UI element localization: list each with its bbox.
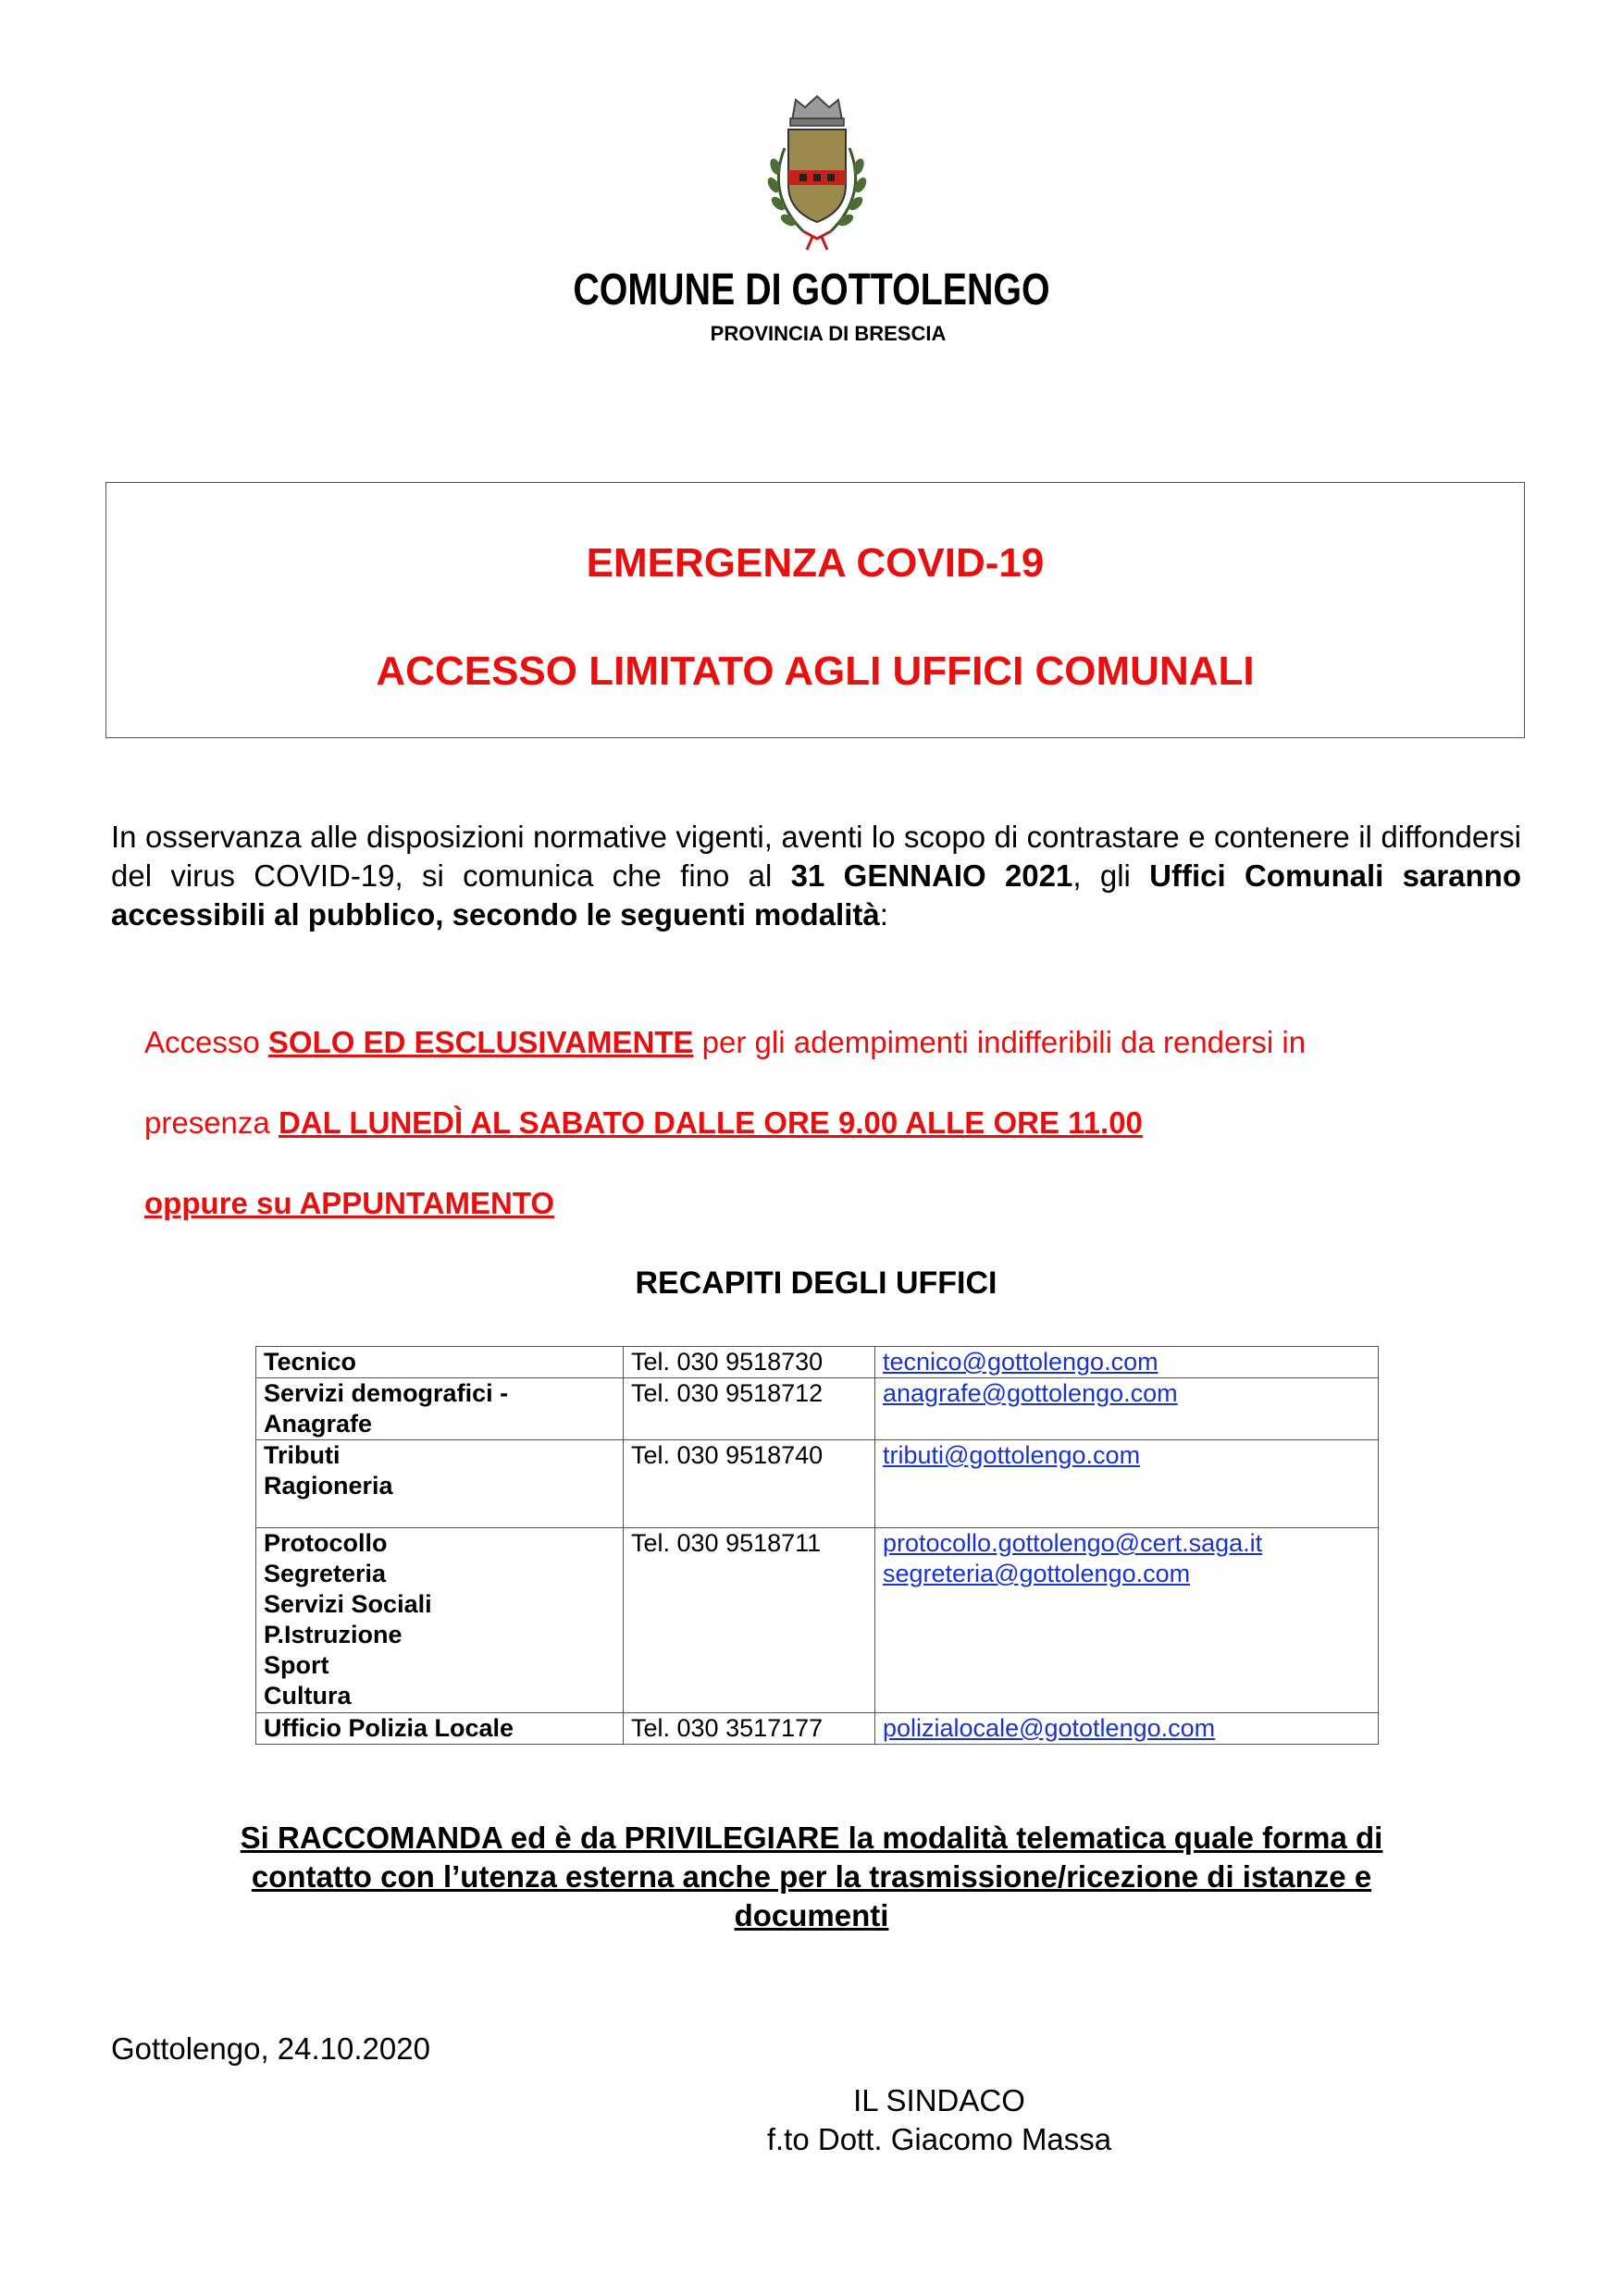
office-phone: Tel. 030 9518740 — [624, 1440, 875, 1528]
banner-title: EMERGENZA COVID-19 — [586, 540, 1045, 586]
table-row — [256, 1528, 1379, 1713]
email-link[interactable]: protocollo.gottolengo@cert.saga.it — [883, 1529, 1263, 1557]
table-row — [256, 1347, 1379, 1378]
office-phone: Tel. 030 3517177 — [624, 1713, 875, 1745]
table-row — [256, 1440, 1379, 1528]
municipality-title: COMUNE DI GOTTOLENGO — [573, 265, 1050, 315]
coat-of-arms-icon — [748, 93, 886, 259]
recommendation-line: contatto con l’utenza esterna anche per la trasmissione/ricezione di istanze e — [251, 1859, 1372, 1894]
office-email — [875, 1378, 1379, 1440]
office-name-line: Tributi — [264, 1441, 341, 1469]
office-phone: Tel. 030 9518712 — [624, 1378, 875, 1440]
intro-paragraph — [111, 818, 1521, 934]
office-name-line: Protocollo — [264, 1529, 388, 1557]
office-name-line: Anagrafe — [264, 1410, 373, 1438]
emergency-banner — [105, 482, 1525, 738]
office-name-line: Servizi demografici - — [264, 1379, 509, 1407]
table-row — [256, 1713, 1379, 1745]
document-date: Gottolengo, 24.10.2020 — [111, 2031, 430, 2066]
office-name — [256, 1528, 624, 1713]
access-line-1 — [144, 1025, 1306, 1060]
office-name-line: P.Istruzione — [264, 1621, 403, 1648]
office-name — [256, 1440, 624, 1528]
banner-subtitle: ACCESSO LIMITATO AGLI UFFICI COMUNALI — [376, 648, 1255, 694]
office-name — [256, 1378, 624, 1440]
office-email — [875, 1347, 1379, 1378]
email-link[interactable]: tecnico@gottolengo.com — [883, 1348, 1158, 1376]
email-link[interactable]: polizialocale@gototlengo.com — [883, 1714, 1216, 1742]
office-email — [875, 1440, 1379, 1528]
access-text: Accesso — [144, 1025, 268, 1059]
access-emphasis: SOLO ED ESCLUSIVAMENTE — [267, 1025, 694, 1059]
mayor-title: IL SINDACO — [853, 2083, 1025, 2117]
access-line-2 — [144, 1105, 1143, 1141]
offices-table — [255, 1346, 1379, 1745]
intro-text-1: In osservanza alle disposizioni normative vigenti, aventi lo scopo di contrastare e contenere il diffondersi del virus COVID-19, si comunica che fino al — [111, 820, 1521, 893]
office-name-line: Sport — [264, 1651, 329, 1679]
office-name-line: Ragioneria — [264, 1472, 393, 1500]
intro-text-2: , gli — [1072, 858, 1150, 893]
office-name-line: Segreteria — [264, 1560, 387, 1587]
access-hours: DAL LUNEDÌ AL SABATO DALLE ORE 9.00 ALLE ORE 11.00 — [278, 1105, 1143, 1140]
office-name-line: Tecnico — [264, 1348, 357, 1376]
office-name — [256, 1347, 624, 1378]
email-link[interactable]: anagrafe@gottolengo.com — [883, 1379, 1178, 1407]
access-text: per gli adempimenti indifferibili da rendersi in — [693, 1025, 1307, 1059]
office-phone: Tel. 030 9518730 — [624, 1347, 875, 1378]
intro-date: 31 GENNAIO 2021 — [790, 858, 1073, 893]
table-row — [256, 1378, 1379, 1440]
office-email — [875, 1528, 1379, 1713]
recommendation-line: documenti — [734, 1898, 889, 1932]
access-line-3 — [144, 1186, 554, 1221]
intro-bold-tail: Uffici Comunali saranno accessibili al pubblico, secondo le seguenti modalità — [111, 858, 1521, 932]
access-appointment: oppure su APPUNTAMENTO — [144, 1186, 555, 1220]
recommendation-line: Si RACCOMANDA ed è da PRIVILEGIARE la modalità telematica quale forma di — [240, 1821, 1383, 1855]
office-email — [875, 1713, 1379, 1745]
access-text: presenza — [144, 1105, 279, 1140]
province-subtitle: PROVINCIA DI BRESCIA — [710, 322, 947, 345]
email-link[interactable]: segreteria@gottolengo.com — [883, 1560, 1191, 1587]
office-name — [256, 1713, 624, 1745]
office-name-line: Ufficio Polizia Locale — [264, 1714, 514, 1742]
signature-block — [0, 2081, 1623, 2159]
contacts-heading: RECAPITI DEGLI UFFICI — [635, 1265, 997, 1301]
office-phone: Tel. 030 9518711 — [624, 1528, 875, 1713]
recommendation-note — [0, 1819, 1623, 1935]
intro-end: : — [879, 897, 888, 932]
mayor-signature: f.to Dott. Giacomo Massa — [766, 2122, 1112, 2156]
email-link[interactable]: tributi@gottolengo.com — [883, 1441, 1141, 1469]
office-name-line: Servizi Sociali — [264, 1590, 432, 1618]
office-name-line: Cultura — [264, 1682, 352, 1710]
